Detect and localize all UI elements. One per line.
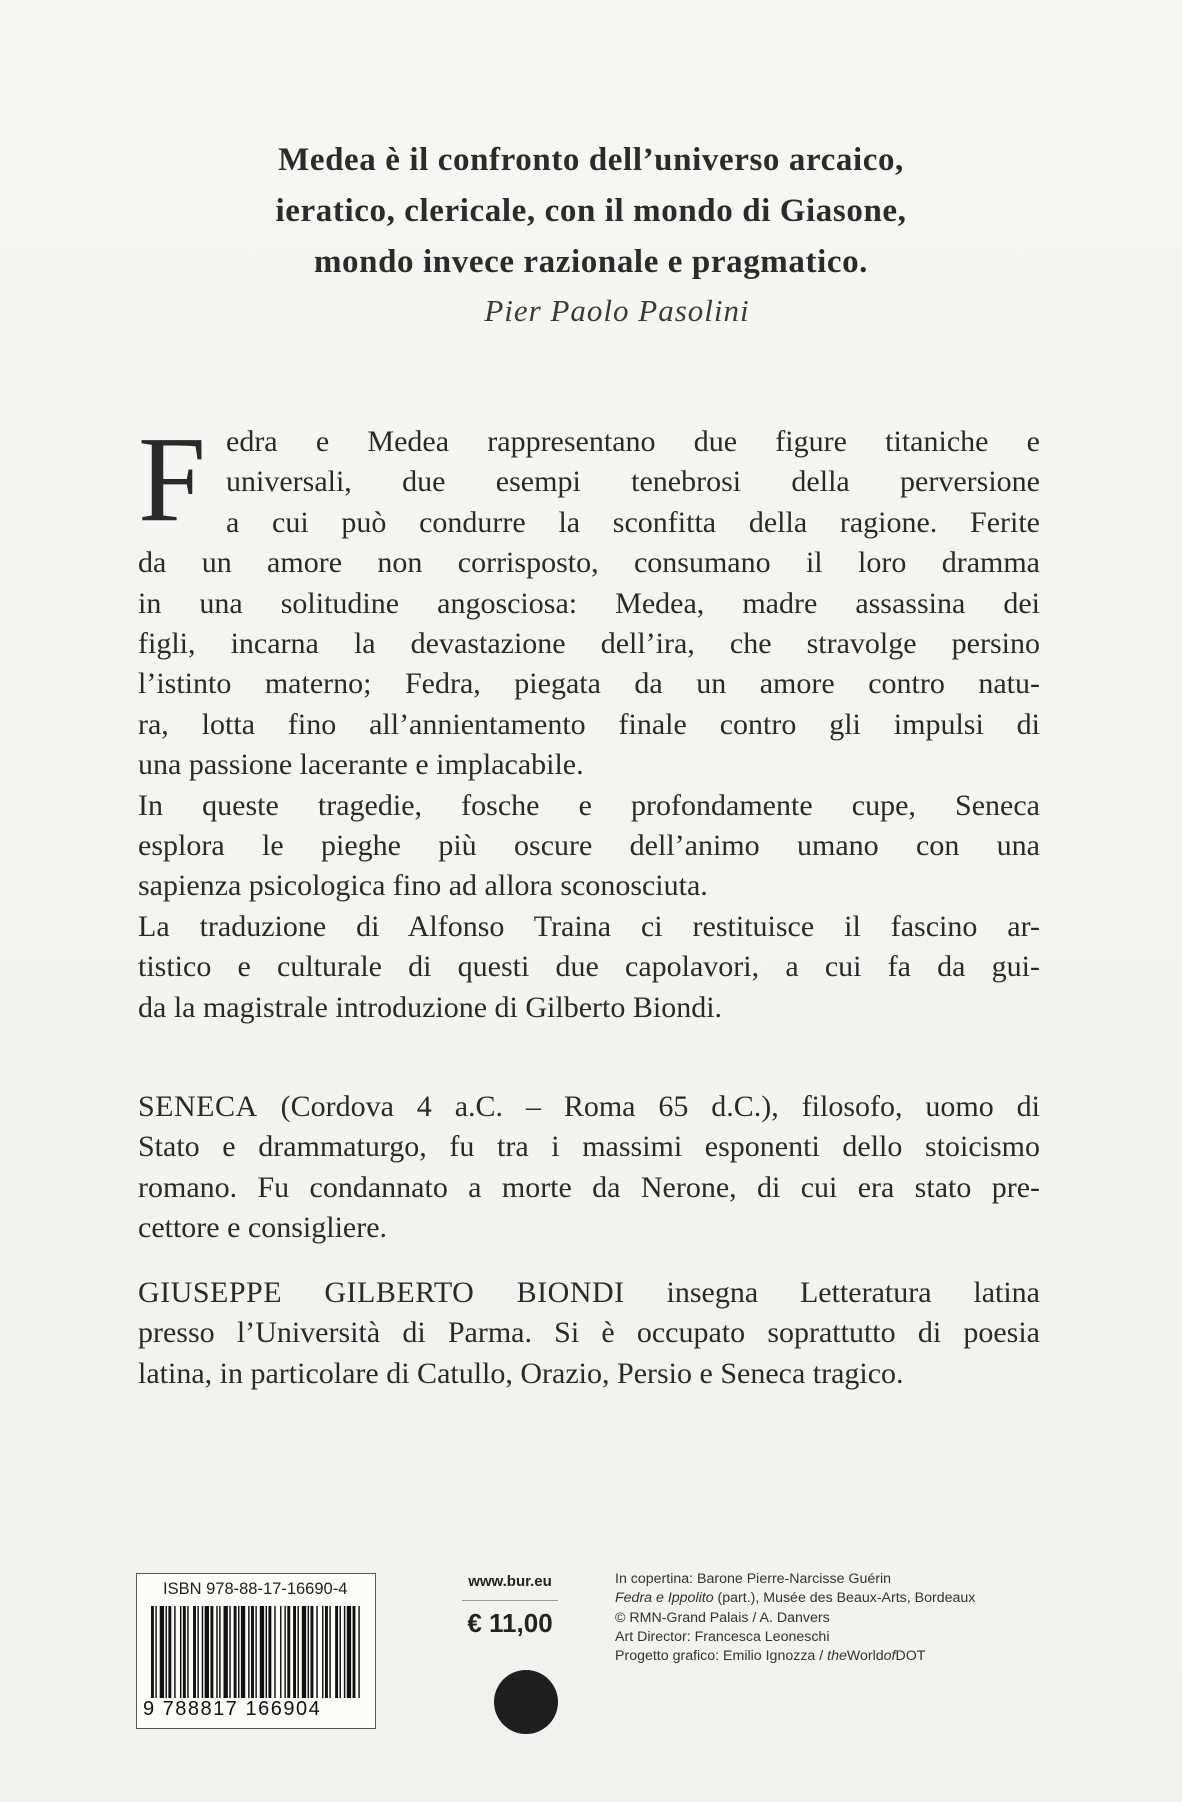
barcode-bar bbox=[340, 1606, 341, 1698]
editor-name: GIUSEPPE GILBERTO BIONDI bbox=[138, 1276, 625, 1309]
epigraph-line: ieratico, clericale, con il mondo di Giasone, bbox=[275, 193, 907, 229]
barcode-bar bbox=[151, 1606, 154, 1698]
barcode-bar bbox=[166, 1606, 167, 1698]
description-line: tistico e culturale di questi due capolavori, a cui fa da gui- bbox=[138, 950, 1040, 984]
barcode-bar bbox=[216, 1606, 217, 1698]
bio-text: insegna Letteratura latina bbox=[624, 1276, 1040, 1309]
barcode-bar bbox=[255, 1606, 256, 1698]
barcode-bar bbox=[238, 1606, 239, 1698]
barcode-bar bbox=[197, 1606, 198, 1698]
barcode-bar bbox=[219, 1606, 220, 1698]
barcode-bar bbox=[248, 1606, 249, 1698]
barcode-bar bbox=[287, 1606, 290, 1698]
credit-design bbox=[615, 1647, 1085, 1666]
design-dot: DOT bbox=[895, 1648, 926, 1665]
price: € 11,00 bbox=[467, 1608, 553, 1638]
barcode-bar bbox=[251, 1606, 254, 1698]
barcode-bar bbox=[325, 1606, 328, 1698]
description-line: l’istinto materno; Fedra, piegata da un amore contro natu- bbox=[138, 667, 1040, 701]
barcode-bars bbox=[151, 1606, 361, 1698]
drop-cap: F bbox=[138, 412, 206, 547]
bio-line: romano. Fu condannato a morte da Nerone, di cui era stato pre- bbox=[138, 1170, 1040, 1204]
epigraph-line: Medea è il confronto dell’universo arcaico, bbox=[278, 142, 904, 178]
bio-seneca bbox=[138, 1087, 1040, 1249]
description-line: a cui può condurre la sconfitta della ragione. Ferite bbox=[226, 505, 1040, 539]
bio-biondi bbox=[138, 1273, 1040, 1394]
barcode-bar bbox=[316, 1606, 317, 1698]
barcode-bar bbox=[174, 1606, 175, 1698]
work-info: (part.), Musée des Beaux-Arts, Bordeaux bbox=[713, 1590, 976, 1607]
barcode-bar bbox=[311, 1606, 314, 1698]
publisher-website: www.bur.eu bbox=[468, 1573, 552, 1590]
barcode-bar bbox=[160, 1606, 164, 1698]
epigraph-author: Pier Paolo Pasolini bbox=[484, 293, 750, 328]
barcode-bar bbox=[347, 1606, 351, 1698]
credit-cover: In copertina: Barone Pierre-Narcisse Guérin bbox=[615, 1571, 891, 1587]
description-line: sapienza psicologica fino ad allora sconosciuta. bbox=[138, 869, 708, 903]
barcode-bar bbox=[284, 1606, 285, 1698]
design-the: the bbox=[827, 1648, 847, 1665]
barcode-bar bbox=[322, 1606, 323, 1698]
barcode-bar bbox=[358, 1606, 359, 1698]
divider bbox=[462, 1600, 558, 1601]
barcode-bar bbox=[344, 1606, 345, 1698]
description-line: da un amore non corrisposto, consumano il loro dramma bbox=[138, 546, 1040, 580]
description-line: una passione lacerante e implacabile. bbox=[138, 748, 584, 782]
publisher-dot-logo bbox=[494, 1670, 558, 1734]
author-name: SENECA bbox=[138, 1090, 258, 1123]
barcode-bar bbox=[280, 1606, 281, 1698]
barcode-bar bbox=[187, 1606, 188, 1698]
bio-text: (Cordova 4 a.C. – Roma 65 d.C.), filosofo, uomo di bbox=[257, 1090, 1040, 1123]
barcode-bar bbox=[202, 1606, 203, 1698]
barcode-bar bbox=[335, 1606, 338, 1698]
description-line: esplora le pieghe più oscure dell’animo umano con una bbox=[138, 829, 1040, 863]
barcode-bar bbox=[260, 1606, 264, 1698]
barcode-bar bbox=[266, 1606, 267, 1698]
design-world: World bbox=[846, 1648, 884, 1665]
barcode-bar bbox=[302, 1606, 306, 1698]
barcode-bar bbox=[229, 1606, 230, 1698]
description-line: in una solitudine angosciosa: Medea, madre assassina dei bbox=[138, 586, 1040, 620]
epigraph bbox=[0, 135, 1182, 334]
bio-line: presso l’Università di Parma. Si è occupato soprattutto di poesia bbox=[138, 1316, 1040, 1350]
description-line: edra e Medea rappresentano due figure titaniche e bbox=[226, 425, 1040, 458]
barcode-bar bbox=[168, 1606, 171, 1698]
credit-copyright: © RMN-Grand Palais / A. Danvers bbox=[615, 1609, 830, 1626]
credit-work bbox=[615, 1589, 1085, 1608]
design-prefix: Progetto grafico: Emilio Ignozza / bbox=[615, 1648, 828, 1665]
barcode-bar bbox=[241, 1606, 245, 1698]
barcode-bar bbox=[234, 1606, 237, 1698]
description-line: universali, due esempi tenebrosi della perversione bbox=[226, 465, 1040, 499]
barcode-digits: 9 788817 166904 bbox=[143, 1698, 322, 1720]
description bbox=[138, 412, 1040, 1028]
barcode-bar bbox=[224, 1606, 228, 1698]
bio-line bbox=[138, 1087, 1040, 1127]
description-line: da la magistrale introduzione di Gilberto Biondi. bbox=[138, 990, 723, 1024]
bio-line: Stato e drammaturgo, fu tra i massimi esponenti dello stoicismo bbox=[138, 1130, 1040, 1164]
barcode-bar bbox=[205, 1606, 209, 1698]
barcode-bar bbox=[297, 1606, 298, 1698]
barcode-bar bbox=[353, 1606, 356, 1698]
barcode-bar bbox=[329, 1606, 330, 1698]
barcode-bar bbox=[308, 1606, 309, 1698]
barcode-bar bbox=[180, 1606, 181, 1698]
description-line: figli, incarna la devastazione dell’ira, che stravolge persino bbox=[138, 627, 1040, 661]
credit-art-director: Art Director: Francesca Leoneschi bbox=[615, 1628, 830, 1645]
isbn-label: ISBN 978-88-17-16690-4 bbox=[163, 1580, 348, 1598]
barcode-bar bbox=[193, 1606, 196, 1698]
barcode-bar bbox=[183, 1606, 186, 1698]
bio-line: latina, in particolare di Catullo, Orazio, Persio e Seneca tragico. bbox=[138, 1356, 904, 1390]
design-of: of bbox=[883, 1648, 896, 1665]
bio-line: cettore e consigliere. bbox=[138, 1211, 388, 1245]
description-line: ra, lotta fino all’annientamento finale contro gli impulsi di bbox=[138, 707, 1040, 741]
barcode-bar bbox=[268, 1606, 271, 1698]
barcode-bar bbox=[155, 1606, 156, 1698]
barcode-bar bbox=[210, 1606, 213, 1698]
description-line: In queste tragedie, fosche e profondamente cupe, Seneca bbox=[138, 788, 1040, 822]
barcode-bar bbox=[274, 1606, 275, 1698]
work-title: Fedra e Ippolito bbox=[615, 1590, 714, 1607]
barcode-box bbox=[136, 1573, 376, 1729]
description-line: La traduzione di Alfonso Traina ci restituisce il fascino ar- bbox=[138, 909, 1040, 943]
bio-line bbox=[138, 1273, 1040, 1313]
credits bbox=[615, 1570, 1085, 1666]
epigraph-line: mondo invece razionale e pragmatico. bbox=[313, 244, 869, 280]
barcode-bar bbox=[293, 1606, 296, 1698]
